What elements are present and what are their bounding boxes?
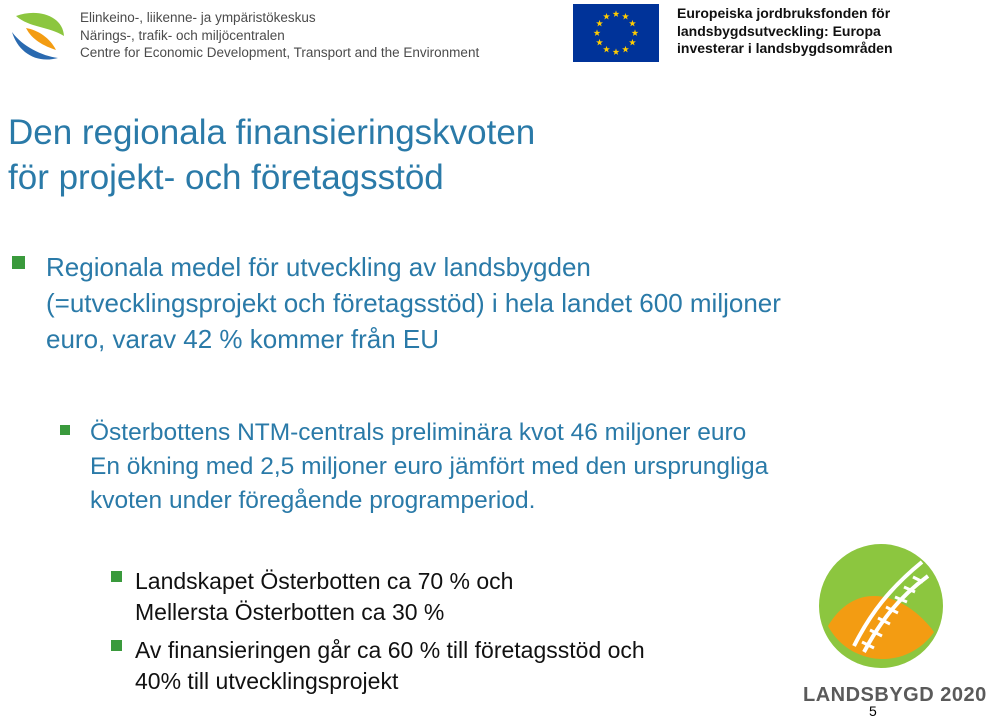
sub-bullet-funding-split	[135, 635, 645, 697]
eu-fund-line3: investerar i landsbygdsområden	[677, 40, 893, 56]
eu-fund-line2: landsbygdsutveckling: Europa	[677, 22, 881, 39]
square-bullet-icon	[111, 571, 122, 582]
ely-org-line3: Centre for Economic Development, Transport and the Environment	[80, 45, 480, 60]
bullet-regional-funds	[46, 249, 781, 357]
square-bullet-icon	[60, 425, 70, 435]
slide-title	[8, 110, 535, 200]
ely-org-line1: Elinkeino-, liikenne- ja ympäristökeskus	[80, 10, 316, 25]
ely-logo-icon	[8, 6, 68, 66]
bullet-text-line: Österbottens NTM-centrals preliminära kvot 46 miljoner euro	[90, 419, 747, 446]
square-bullet-icon	[111, 640, 122, 651]
sub-bullet-region-split	[135, 566, 513, 628]
ely-org-name	[80, 9, 479, 62]
sub-bullet-text-line: Mellersta Österbotten ca 30 %	[135, 599, 445, 625]
bullet-text-line: En ökning med 2,5 miljoner euro jämfört med den ursprungliga	[90, 453, 769, 480]
bullet-text-line: Regionala medel för utveckling av landsbygden	[46, 252, 591, 282]
page-number: 5	[869, 703, 877, 719]
square-bullet-icon	[12, 256, 25, 269]
bullet-text-line: euro, varav 42 % kommer från EU	[46, 324, 440, 354]
landsbygd-logo-icon	[818, 536, 944, 678]
bullet-text-line: kvoten under föregående programperiod.	[90, 487, 536, 514]
slide-title-line1: Den regionala finansieringskvoten	[8, 113, 536, 152]
bullet-text-line: (=utvecklingsprojekt och företagsstöd) i hela landet 600 miljoner	[46, 288, 781, 318]
eu-flag-icon	[573, 4, 659, 62]
bullet-ntm-quota	[90, 416, 768, 518]
ely-org-line2: Närings-, trafik- och miljöcentralen	[80, 27, 285, 43]
eu-fund-line1: Europeiska jordbruksfonden för	[677, 5, 891, 21]
eu-fund-text	[677, 5, 893, 58]
sub-bullet-text-line: Landskapet Österbotten ca 70 % och	[135, 568, 514, 594]
slide-title-line2: för projekt- och företagsstöd	[8, 158, 444, 197]
sub-bullet-text-line: 40% till utvecklingsprojekt	[135, 668, 399, 694]
landsbygd-logo-text: LANDSBYGD 2020	[803, 684, 987, 706]
sub-bullet-text-line: Av finansieringen går ca 60 % till företagsstöd och	[135, 637, 645, 663]
